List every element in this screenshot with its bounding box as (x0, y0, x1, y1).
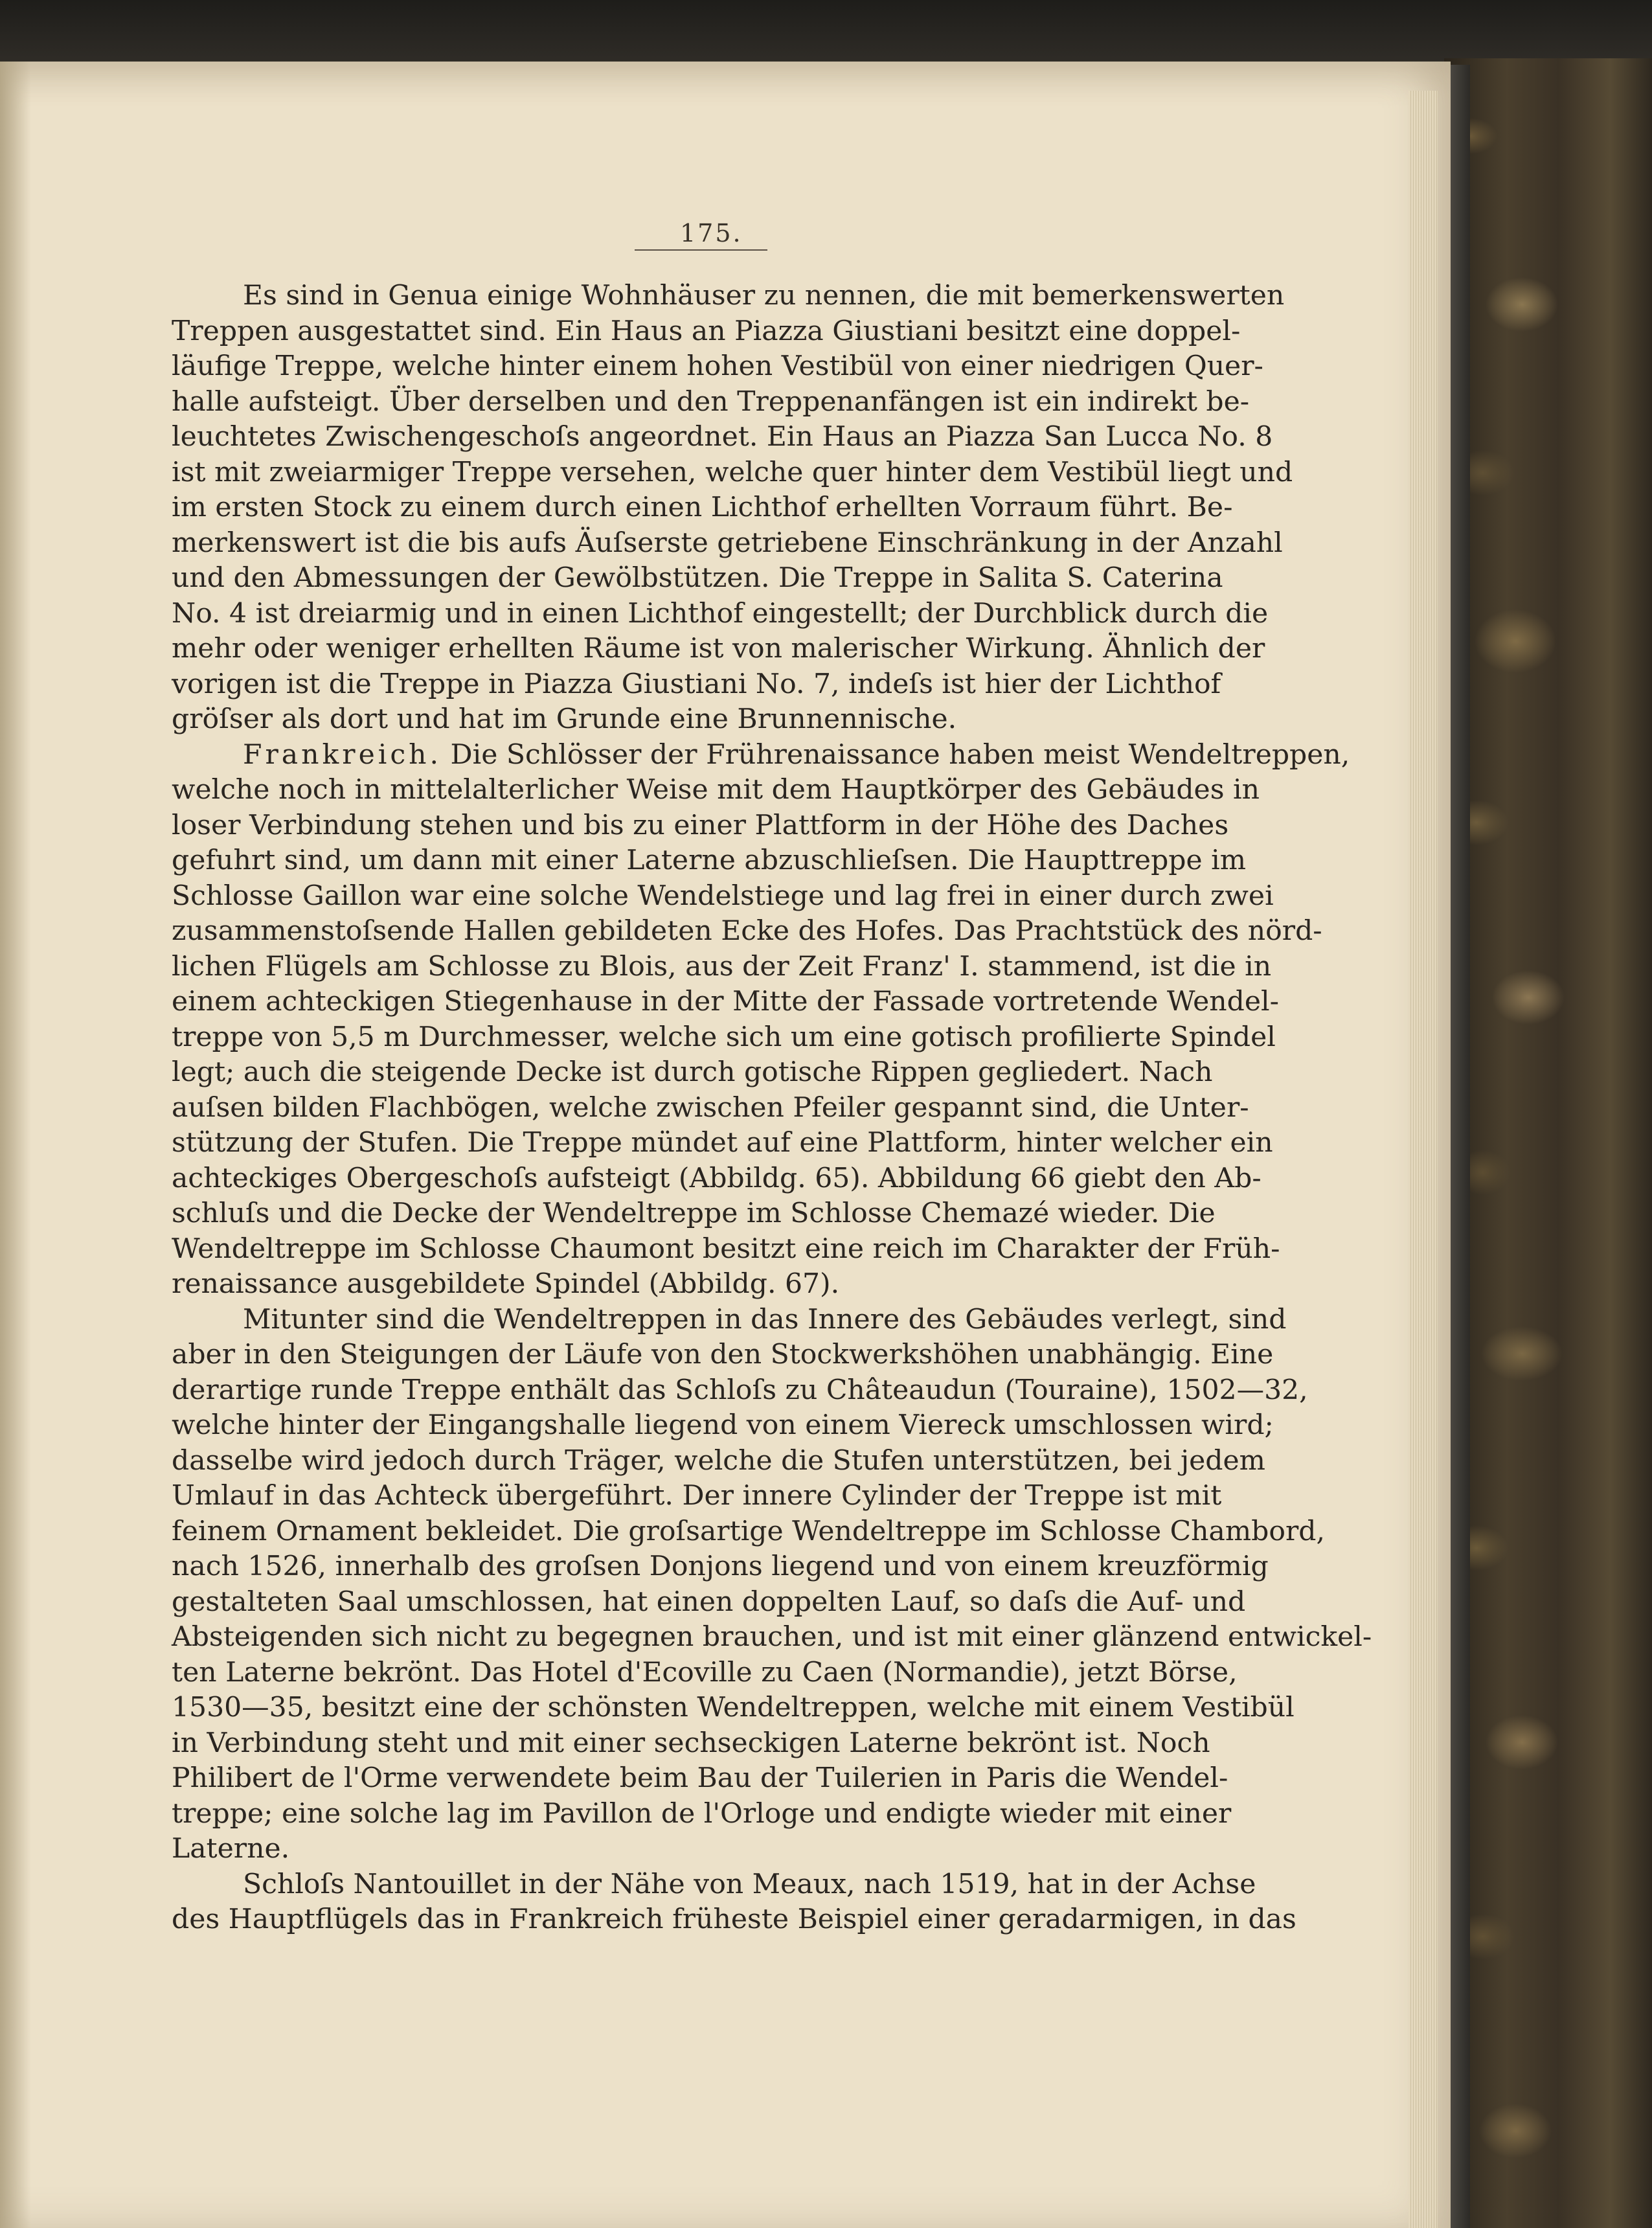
text-line: Schloſs Nantouillet in der Nähe von Meaux, nach 1519, hat in der Achse (243, 1868, 1256, 1900)
page-number: 175. (680, 219, 743, 247)
text-line: loser Verbindung stehen und bis zu einer Plattform in der Höhe des Daches (172, 809, 1229, 841)
text-line: treppe von 5,5 m Durchmesser, welche sich um eine gotisch profilierte Spindel (172, 1021, 1276, 1053)
text-line: vorigen ist die Treppe in Piazza Giustiani No. 7, indeſs ist hier der Lichthof (172, 668, 1221, 700)
text-line: welche noch in mittelalterlicher Weise mit dem Hauptkörper des Gebäudes in (172, 774, 1260, 806)
text-line: 1530—35, besitzt eine der schönsten Wendeltreppen, welche mit einem Vestibül (172, 1692, 1295, 1723)
text-line: Wendeltreppe im Schlosse Chaumont besitzt eine reich im Charakter der Früh- (172, 1233, 1280, 1265)
text-line: merkenswert ist die bis aufs Äuſserste getriebene Einschränkung in der Anzahl (172, 527, 1283, 559)
text-line: derartige runde Treppe enthält das Schloſs zu Châteaudun (Touraine), 1502—32, (172, 1374, 1308, 1406)
text-line: schluſs und die Decke der Wendeltreppe im Schlosse Chemazé wieder. Die (172, 1198, 1216, 1229)
text-line: läufige Treppe, welche hinter einem hohen Vestibül von einer niedrigen Quer- (172, 350, 1263, 382)
page-number-rule (635, 249, 767, 251)
text-line: auſsen bilden Flachbögen, welche zwischen Pfeiler gespannt sind, die Unter- (172, 1091, 1249, 1124)
text-line: dasselbe wird jedoch durch Träger, welche die Stufen unterstützen, bei jedem (172, 1444, 1265, 1477)
text-line: treppe; eine solche lag im Pavillon de l'Orloge und endigte wieder mit einer (172, 1797, 1232, 1830)
text-line: halle aufsteigt. Über derselben und den Treppenanfängen ist ein indirekt be- (172, 385, 1250, 418)
text-line: aber in den Steigungen der Läufe von den Stockwerkshöhen unabhängig. Eine (172, 1339, 1274, 1370)
body-text (172, 278, 1372, 1938)
text-line (172, 738, 1350, 773)
text-line: feinem Ornament bekleidet. Die groſsartige Wendeltreppe im Schlosse Chambord, (172, 1515, 1325, 1547)
text-line: im ersten Stock zu einem durch einen Lichthof erhellten Vorraum führt. Be- (172, 492, 1233, 523)
text-line: Umlauf in das Achteck übergeführt. Der innere Cylinder der Treppe ist mit (172, 1480, 1222, 1512)
text-line: des Hauptflügels das in Frankreich früheste Beispiel einer geradarmigen, in das (172, 1904, 1296, 1935)
text-line: ten Laterne bekrönt. Das Hotel d'Ecoville zu Caen (Normandie), jetzt Börse, (172, 1656, 1238, 1688)
text-line: einem achteckigen Stiegenhause in der Mitte der Fassade vortretende Wendel- (172, 986, 1279, 1017)
gutter-shadow (0, 62, 31, 2228)
text-line: Mitunter sind die Wendeltreppen in das Innere des Gebäudes verlegt, sind (243, 1303, 1287, 1336)
text-line: Treppen ausgestattet sind. Ein Haus an Piazza Giustiani besitzt eine doppel- (172, 315, 1241, 347)
text-line: lichen Flügels am Schlosse zu Blois, aus der Zeit Franz' I. stammend, ist die in (172, 950, 1272, 983)
text-line: renaissance ausgebildete Spindel (Abbildg. 67). (172, 1268, 840, 1300)
text-line: stützung der Stufen. Die Treppe mündet auf eine Plattform, hinter welcher ein (172, 1127, 1273, 1159)
text-line: mehr oder weniger erhellten Räume ist von malerischer Wirkung. Ähnlich der (172, 633, 1265, 665)
page-edges (1409, 91, 1438, 2228)
text-line: gröſser als dort und hat im Grunde eine Brunnennische. (172, 703, 957, 735)
text-line: gestalteten Saal umschlossen, hat einen doppelten Lauf, so daſs die Auf- und (172, 1586, 1246, 1618)
text-line: leuchtetes Zwischengeschoſs angeordnet. Ein Haus an Piazza San Lucca No. 8 (172, 421, 1273, 453)
text-line: welche hinter der Eingangshalle liegend von einem Viereck umschlossen wird; (172, 1409, 1274, 1441)
text-line: Philibert de l'Orme verwendete beim Bau der Tuilerien in Paris die Wendel- (172, 1762, 1228, 1794)
text-line: und den Abmessungen der Gewölbstützen. Die Treppe in Salita S. Caterina (172, 562, 1223, 594)
text-line: Es sind in Genua einige Wohnhäuser zu nennen, die mit bemerkenswerten (243, 280, 1285, 312)
text-line: No. 4 ist dreiarmig und in einen Lichthof eingestellt; der Durchblick durch die (172, 597, 1269, 630)
text-line: Laterne. (172, 1833, 290, 1865)
text-line: Schlosse Gaillon war eine solche Wendelstiege und lag frei in einer durch zwei (172, 880, 1274, 912)
text-line: gefuhrt sind, um dann mit einer Laterne abzuschlieſsen. Die Haupttreppe im (172, 845, 1247, 876)
text-line: zusammenstoſsende Hallen gebildeten Ecke des Hofes. Das Prachtstück des nörd- (172, 915, 1322, 947)
section-heading-frankreich: Frankreich. (243, 738, 442, 771)
text-line: ist mit zweiarmiger Treppe versehen, welche quer hinter dem Vestibül liegt und (172, 456, 1293, 488)
text-line: nach 1526, innerhalb des groſsen Donjons liegend und von einem kreuzförmig (172, 1551, 1269, 1582)
text-line-continuation: Die Schlösser der Frührenaissance haben meist Wendeltreppen, (450, 738, 1350, 771)
text-line: Absteigenden sich nicht zu begegnen brauchen, und ist mit einer glänzend entwickel- (172, 1621, 1372, 1653)
text-line: achteckiges Obergeschoſs aufsteigt (Abbildg. 65). Abbildung 66 giebt den Ab- (172, 1162, 1262, 1194)
marbled-cover (1444, 58, 1652, 2228)
text-line: legt; auch die steigende Decke ist durch gotische Rippen gegliedert. Nach (172, 1056, 1213, 1088)
text-line: in Verbindung steht und mit einer sechseckigen Laterne bekrönt ist. Noch (172, 1727, 1210, 1759)
